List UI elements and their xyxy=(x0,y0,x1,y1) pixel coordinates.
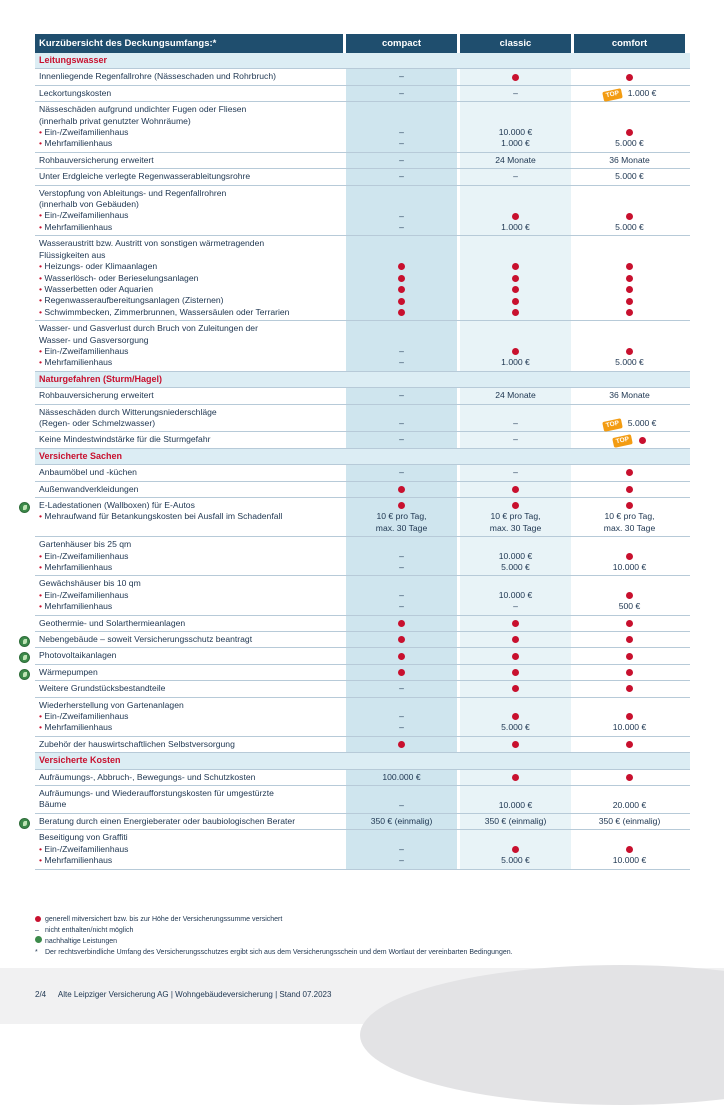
dot-icon xyxy=(639,437,646,444)
dot-icon xyxy=(398,653,405,660)
row-label: Naturgefahren (Sturm/Hagel) xyxy=(35,372,343,387)
dot-icon xyxy=(626,469,633,476)
asterisk-icon: * xyxy=(35,949,38,956)
dot-icon xyxy=(398,669,405,676)
table-row xyxy=(35,537,690,576)
dot-icon xyxy=(626,129,633,136)
cell-classic: 1.000 € xyxy=(460,321,571,371)
section-header xyxy=(35,53,690,69)
table-row xyxy=(35,665,690,681)
cell-classic xyxy=(460,737,571,752)
cell-classic: 5.000 € xyxy=(460,830,571,868)
cell-compact: – – xyxy=(346,186,457,236)
leaf-icon xyxy=(19,502,30,513)
dot-icon xyxy=(626,502,633,509)
dot-icon xyxy=(626,713,633,720)
cell-compact: – – xyxy=(346,576,457,614)
row-label: Wasser- und Gasverlust durch Bruch von Zuleitungen der Wasser- und Gasversorgung • Ein-/Zweifamilienhaus • Mehrfamilienhaus xyxy=(35,321,343,371)
cell-compact: – xyxy=(346,465,457,480)
table-row xyxy=(35,576,690,615)
cell-compact: – – xyxy=(346,321,457,371)
cell-classic xyxy=(460,632,571,647)
cell-classic xyxy=(460,665,571,680)
cell-compact xyxy=(346,482,457,497)
dot-icon xyxy=(512,213,519,220)
table-row xyxy=(35,388,690,404)
table-row xyxy=(35,498,690,537)
cell-compact: – xyxy=(346,786,457,813)
section-header xyxy=(35,753,690,769)
table-row xyxy=(35,648,690,664)
cell-classic: 10.000 € – xyxy=(460,576,571,614)
cell-comfort xyxy=(574,616,685,631)
table-row xyxy=(35,814,690,830)
header-classic: classic xyxy=(460,34,571,53)
legend xyxy=(35,914,513,958)
cell-classic xyxy=(460,236,571,320)
cell-comfort xyxy=(574,681,685,696)
cell-compact: 10 € pro Tag, max. 30 Tage xyxy=(346,498,457,536)
cell-classic: 24 Monate xyxy=(460,153,571,168)
dot-icon xyxy=(626,592,633,599)
dot-icon xyxy=(626,286,633,293)
table-row xyxy=(35,102,690,153)
cell-classic xyxy=(460,616,571,631)
cell-comfort xyxy=(574,482,685,497)
cell-comfort: 10 € pro Tag, max. 30 Tage xyxy=(574,498,685,536)
dot-icon xyxy=(626,74,633,81)
cell-compact xyxy=(346,236,457,320)
row-label: Rohbauversicherung erweitert xyxy=(39,390,154,401)
table-row xyxy=(35,482,690,498)
cell-compact xyxy=(346,648,457,663)
dot-icon xyxy=(626,263,633,270)
top-badge: TOP xyxy=(602,88,623,102)
row-label: Verstopfung von Ableitungs- und Regenfallrohren (innerhalb von Gebäuden) • Ein-/Zweifamilienhaus • Mehrfamilienhaus xyxy=(35,186,343,236)
cell-compact: 350 € (einmalig) xyxy=(346,814,457,829)
dot-icon xyxy=(512,486,519,493)
table-row xyxy=(35,236,690,321)
cell-classic xyxy=(460,482,571,497)
row-label: Aufräumungs-, Abbruch-, Bewegungs- und Schutzkosten xyxy=(39,771,256,782)
cell-compact xyxy=(346,665,457,680)
cell-comfort xyxy=(574,465,685,480)
dot-icon xyxy=(626,636,633,643)
cell-classic: 350 € (einmalig) xyxy=(460,814,571,829)
header-title: Kurzübersicht des Deckungsumfangs:* xyxy=(35,34,343,53)
row-label: Außenwandverkleidungen xyxy=(39,483,139,494)
dot-icon xyxy=(512,275,519,282)
row-label: Keine Mindestwindstärke für die Sturmgefahr xyxy=(39,434,211,445)
dot-icon xyxy=(512,774,519,781)
cell-classic: 10.000 € 1.000 € xyxy=(460,102,571,152)
cell-compact xyxy=(346,737,457,752)
cell-compact: – – xyxy=(346,102,457,152)
cell-comfort xyxy=(574,737,685,752)
dot-icon xyxy=(512,309,519,316)
cell-comfort: 36 Monate xyxy=(574,153,685,168)
row-label: Innenliegende Regenfallrohre (Nässeschaden und Rohrbruch) xyxy=(39,71,276,82)
cell-classic: – xyxy=(460,432,571,447)
section-header xyxy=(35,449,690,465)
dot-icon xyxy=(512,713,519,720)
table-row xyxy=(35,186,690,237)
dot-icon xyxy=(626,774,633,781)
dash-icon: – xyxy=(35,927,39,934)
dot-icon xyxy=(512,263,519,270)
table-header xyxy=(35,34,690,53)
table-row xyxy=(35,86,690,102)
table-row xyxy=(35,153,690,169)
cell-classic: – xyxy=(460,465,571,480)
dot-icon xyxy=(398,275,405,282)
cell-comfort xyxy=(574,632,685,647)
table-row xyxy=(35,432,690,448)
dot-icon xyxy=(398,309,405,316)
row-label: Aufräumungs- und Wiederaufforstungskosten für umgestürzte Bäume xyxy=(39,788,274,810)
dot-icon xyxy=(626,213,633,220)
legend-item: generell mitversichert bzw. bis zur Höhe der Versicherungssumme versichert xyxy=(35,914,513,925)
row-label: Nebengebäude – soweit Versicherungsschutz beantragt xyxy=(39,634,253,645)
dot-icon xyxy=(626,298,633,305)
coverage-table xyxy=(35,34,690,870)
cell-classic: 24 Monate xyxy=(460,388,571,403)
table-row xyxy=(35,69,690,85)
cell-comfort: 5.000 € xyxy=(574,321,685,371)
cell-classic: 10.000 € 5.000 € xyxy=(460,537,571,575)
legend-item: * Der rechtsverbindliche Umfang des Versicherungsschutzes ergibt sich aus dem Versicherungsschein und dem Wortlaut der vereinbarten Bedingungen. xyxy=(35,949,513,956)
dot-icon xyxy=(626,669,633,676)
dot-icon xyxy=(398,486,405,493)
cell-classic xyxy=(460,69,571,84)
cell-compact: – xyxy=(346,153,457,168)
cell-comfort: TOP 5.000 € xyxy=(574,405,685,432)
row-label: Photovoltaikanlagen xyxy=(39,650,117,661)
row-label: Beseitigung von Graffiti • Ein-/Zweifamilienhaus • Mehrfamilienhaus xyxy=(35,830,343,868)
table-row xyxy=(35,681,690,697)
row-label: Wiederherstellung von Gartenanlagen • Ein-/Zweifamilienhaus • Mehrfamilienhaus xyxy=(35,698,343,736)
table-row xyxy=(35,616,690,632)
leaf-icon xyxy=(35,936,42,943)
cell-comfort xyxy=(574,770,685,785)
dot-icon xyxy=(626,553,633,560)
cell-classic: 1.000 € xyxy=(460,186,571,236)
cell-comfort xyxy=(574,665,685,680)
cell-comfort xyxy=(574,432,685,447)
cell-classic xyxy=(460,681,571,696)
row-label: Wärmepumpen xyxy=(39,666,98,677)
cell-compact: – xyxy=(346,169,457,184)
row-label: Leitungswasser xyxy=(35,53,343,68)
cell-comfort: 5.000 € xyxy=(574,186,685,236)
cell-classic: 5.000 € xyxy=(460,698,571,736)
row-label: Weitere Grundstücksbestandteile xyxy=(39,683,166,694)
cell-comfort: 5.000 € xyxy=(574,169,685,184)
leaf-icon xyxy=(19,636,30,647)
table-row xyxy=(35,169,690,185)
cell-classic: 10.000 € xyxy=(460,786,571,813)
dot-icon xyxy=(398,636,405,643)
dot-icon xyxy=(626,309,633,316)
dot-icon xyxy=(398,741,405,748)
legend-item: – nicht enthalten/nicht möglich xyxy=(35,927,134,934)
leaf-icon xyxy=(19,818,30,829)
table-row xyxy=(35,737,690,753)
row-label: Leckortungskosten xyxy=(39,87,112,98)
table-row xyxy=(35,405,690,433)
row-label: Anbaumöbel und -küchen xyxy=(39,467,137,478)
table-row xyxy=(35,770,690,786)
cell-classic: – xyxy=(460,405,571,432)
page-footer xyxy=(35,990,331,999)
cell-comfort: 350 € (einmalig) xyxy=(574,814,685,829)
dot-icon xyxy=(626,741,633,748)
dot-icon xyxy=(626,846,633,853)
row-label: Zubehör der hauswirtschaftlichen Selbstversorgung xyxy=(39,738,235,749)
dot-icon xyxy=(512,685,519,692)
leaf-icon xyxy=(19,669,30,680)
dot-icon xyxy=(626,620,633,627)
table-row xyxy=(35,632,690,648)
cell-compact xyxy=(346,616,457,631)
row-label: Nässeschäden aufgrund undichter Fugen oder Fliesen (innerhalb privat genutzter Wohnräume) • Ein-/Zweifamilienhaus • Mehrfamilienhaus xyxy=(35,102,343,152)
dot-icon xyxy=(398,502,405,509)
dot-icon xyxy=(626,486,633,493)
cell-comfort xyxy=(574,236,685,320)
cell-compact: – xyxy=(346,86,457,101)
cell-comfort: 20.000 € xyxy=(574,786,685,813)
dot-icon xyxy=(512,286,519,293)
cell-compact: – xyxy=(346,388,457,403)
dot-icon xyxy=(398,298,405,305)
cell-compact: – – xyxy=(346,537,457,575)
cell-compact: 100.000 € xyxy=(346,770,457,785)
cell-classic: – xyxy=(460,169,571,184)
cell-compact: – xyxy=(346,69,457,84)
cell-comfort: 500 € xyxy=(574,576,685,614)
row-label: Nässeschäden durch Witterungsniederschläge (Regen- oder Schmelzwasser) xyxy=(39,406,217,428)
cell-compact: – xyxy=(346,405,457,432)
row-label: Wasseraustritt bzw. Austritt von sonstigen wärmetragenden Flüssigkeiten aus • Heizungs- oder Klimaanlagen • Wasserlösch- oder Berieselungsanlagen • Wasserbetten oder Aquarien • Regenwasseraufbereitungsanlagen (Zisternen) • Schwimmbecken, Zimmerbrunnen, Wassersäulen oder Terrarien xyxy=(35,236,343,320)
dot-icon xyxy=(512,298,519,305)
dot-icon xyxy=(398,263,405,270)
cell-compact: – xyxy=(346,681,457,696)
row-label: Rohbauversicherung erweitert xyxy=(39,154,154,165)
dot-icon xyxy=(512,653,519,660)
cell-comfort: 36 Monate xyxy=(574,388,685,403)
dot-icon xyxy=(512,502,519,509)
row-label: Gartenhäuser bis 25 qm • Ein-/Zweifamilienhaus • Mehrfamilienhaus xyxy=(35,537,343,575)
row-label: Versicherte Kosten xyxy=(35,753,343,768)
top-badge: TOP xyxy=(613,434,634,448)
table-row xyxy=(35,321,690,372)
cell-compact: – – xyxy=(346,830,457,868)
cell-comfort xyxy=(574,648,685,663)
cell-classic xyxy=(460,770,571,785)
table-row xyxy=(35,830,690,869)
dot-icon xyxy=(512,669,519,676)
cell-comfort: 10.000 € xyxy=(574,698,685,736)
page-number: 2/4 xyxy=(35,990,47,999)
header-compact: compact xyxy=(346,34,457,53)
dot-icon xyxy=(398,620,405,627)
row-label: Unter Erdgleiche verlegte Regenwasserableitungsrohre xyxy=(39,171,251,182)
dot-icon xyxy=(512,741,519,748)
row-label: E-Ladestationen (Wallboxen) für E-Autos • Mehraufwand für Betankungskosten bei Ausfall im Schadenfall xyxy=(35,498,343,536)
dot-icon xyxy=(512,636,519,643)
cell-comfort: 5.000 € xyxy=(574,102,685,152)
dot-icon xyxy=(512,74,519,81)
cell-compact: – – xyxy=(346,698,457,736)
cell-classic: – xyxy=(460,86,571,101)
legend-item: nachhaltige Leistungen xyxy=(35,936,513,947)
header-comfort: comfort xyxy=(574,34,685,53)
cell-comfort xyxy=(574,69,685,84)
cell-compact xyxy=(346,632,457,647)
table-row xyxy=(35,465,690,481)
dot-icon xyxy=(626,275,633,282)
dot-icon xyxy=(35,916,41,922)
cell-comfort: TOP 1.000 € xyxy=(574,86,685,101)
row-label: Gewächshäuser bis 10 qm • Ein-/Zweifamilienhaus • Mehrfamilienhaus xyxy=(35,576,343,614)
dot-icon xyxy=(398,286,405,293)
row-label: Beratung durch einen Energieberater oder baubiologischen Berater xyxy=(39,815,296,826)
dot-icon xyxy=(512,620,519,627)
cell-comfort: 10.000 € xyxy=(574,830,685,868)
section-header xyxy=(35,372,690,388)
cell-classic xyxy=(460,648,571,663)
dot-icon xyxy=(512,846,519,853)
cell-classic: 10 € pro Tag, max. 30 Tage xyxy=(460,498,571,536)
table-row xyxy=(35,698,690,737)
top-badge: TOP xyxy=(602,418,623,432)
dot-icon xyxy=(626,653,633,660)
table-row xyxy=(35,786,690,814)
dot-icon xyxy=(512,348,519,355)
row-label: Versicherte Sachen xyxy=(35,449,343,464)
row-label: Geothermie- und Solarthermieanlagen xyxy=(39,617,186,628)
cell-comfort: 10.000 € xyxy=(574,537,685,575)
cell-compact: – xyxy=(346,432,457,447)
leaf-icon xyxy=(19,652,30,663)
footer-text: Alte Leipziger Versicherung AG | Wohngebäudeversicherung | Stand 07.2023 xyxy=(57,990,332,999)
dot-icon xyxy=(626,348,633,355)
dot-icon xyxy=(626,685,633,692)
table-body xyxy=(35,53,690,870)
